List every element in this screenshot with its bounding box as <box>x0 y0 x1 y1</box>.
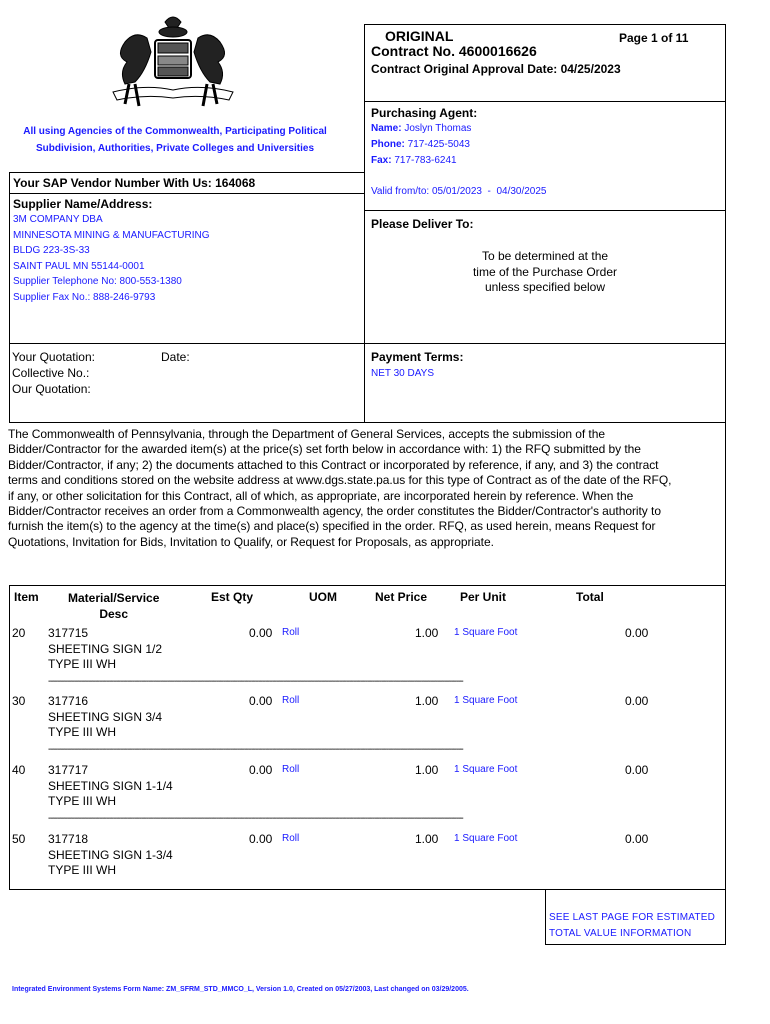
row-desc <box>48 626 162 673</box>
agent-phone-label: Phone: <box>371 139 405 150</box>
quotation-date: Date: <box>161 350 190 364</box>
deliver-line: time of the Purchase Order <box>472 264 618 279</box>
row-separator: ---------------------------------------------------------------------------------------------------------------------------------------------------------------------------------- <box>48 676 463 687</box>
your-quotation: Your Quotation: <box>12 350 95 364</box>
sap-vendor-number: Your SAP Vendor Number With Us: 164068 <box>13 176 256 190</box>
row-item: 50 <box>12 832 26 846</box>
form-footer: Integrated Environment Systems Form Name: ZM_SFRM_STD_MMCO_L, Version 1.0, Created on 05/27/2003, Last changed on 03/29/2005. <box>12 986 469 993</box>
row-code: 317718 <box>48 832 89 846</box>
row-item: 20 <box>12 626 26 640</box>
collective-no: Collective No.: <box>12 366 90 380</box>
approval-date: Contract Original Approval Date: 04/25/2023 <box>371 62 621 76</box>
table-row <box>9 624 726 684</box>
agent-fax <box>371 155 457 166</box>
table-row <box>9 761 726 821</box>
table-row <box>9 830 726 890</box>
deliver-text <box>364 249 726 296</box>
row-total: 0.00 <box>625 832 649 846</box>
row-desc-line: TYPE III WH <box>48 863 117 877</box>
col-per-unit: Per Unit <box>460 590 507 604</box>
agent-name-label: Name: <box>371 123 402 134</box>
col-desc-line-2: Desc <box>99 607 129 621</box>
estimate-note-line: TOTAL VALUE INFORMATION <box>549 928 692 939</box>
terms-line: terms and conditions stored on the website address at www.dgs.state.pa.us for this type of Contract as of the date of the RFQ, <box>8 473 672 488</box>
row-net: 1.00 <box>415 626 439 640</box>
terms-line: The Commonwealth of Pennsylvania, through the Department of General Services, accepts the submission of the <box>8 427 605 441</box>
row-desc-line: TYPE III WH <box>48 794 117 808</box>
our-quotation: Our Quotation: <box>12 382 91 396</box>
row-qty: 0.00 <box>249 694 273 708</box>
row-desc-line: TYPE III WH <box>48 725 117 739</box>
row-code: 317715 <box>48 626 89 640</box>
row-desc <box>48 832 173 879</box>
row-net: 1.00 <box>415 763 439 777</box>
row-desc-line: SHEETING SIGN 1-3/4 <box>48 847 173 862</box>
row-desc-line: TYPE III WH <box>48 657 117 671</box>
supplier-line: BLDG 223-3S-33 <box>13 245 90 256</box>
row-uom: Roll <box>282 627 300 638</box>
row-per-unit: 1 Square Foot <box>454 833 518 844</box>
supplier-title: Supplier Name/Address: <box>13 197 153 211</box>
page-number: Page 1 of 11 <box>619 31 689 45</box>
supplier-line: 3M COMPANY DBA <box>13 214 103 225</box>
row-code: 317716 <box>48 694 89 708</box>
valid-dates: Valid from/to: 05/01/2023 - 04/30/2025 <box>371 186 547 197</box>
agencies-text <box>12 123 338 157</box>
terms-line: Bidder/Contractor, if any; 2) the documents attached to this Contract or incorporated by reference, if any, and 3) the contract <box>8 457 659 472</box>
agent-name <box>371 123 471 134</box>
vendor-divider <box>9 193 365 194</box>
supplier-line: SAINT PAUL MN 55144-0001 <box>13 260 145 272</box>
row-item: 30 <box>12 694 26 708</box>
col-net-price: Net Price <box>375 590 428 604</box>
row-qty: 0.00 <box>249 626 273 640</box>
col-item: Item <box>14 590 39 604</box>
agencies-line-1: All using Agencies of the Commonwealth, Participating Political <box>23 126 327 137</box>
col-desc <box>68 590 159 622</box>
row-per-unit: 1 Square Foot <box>454 627 518 638</box>
col-qty: Est Qty <box>211 590 254 604</box>
terms-line: Bidder/Contractor for the awarded item(s) at the price(s) set forth below in accordance with: 1) the RFQ submitted by the <box>8 442 641 457</box>
col-total: Total <box>576 590 604 604</box>
row-item: 40 <box>12 763 26 777</box>
table-header <box>9 588 726 622</box>
estimate-note <box>549 910 715 942</box>
row-net: 1.00 <box>415 832 439 846</box>
terms-line: furnish the item(s) to the agency at the time(s) and place(s) specified in the order. RFQ, as used herein, means Request for <box>8 519 656 534</box>
terms-line: if any, or other solicitation for this Contract, all of which, as appropriate, are incorporated herein by reference. When the <box>8 488 634 503</box>
agent-phone <box>371 139 470 150</box>
row-uom: Roll <box>282 695 300 706</box>
commonwealth-seal <box>105 12 240 112</box>
agent-fax-label: Fax: <box>371 155 392 166</box>
row-qty: 0.00 <box>249 832 273 846</box>
terms-text <box>8 427 726 550</box>
deliver-line: To be determined at the <box>481 249 609 263</box>
payment-terms-title: Payment Terms: <box>371 350 464 364</box>
row-net: 1.00 <box>415 694 439 708</box>
original-label: ORIGINAL <box>385 28 454 44</box>
estimate-note-line: SEE LAST PAGE FOR ESTIMATED <box>549 912 715 923</box>
agent-phone-value: 717-425-5043 <box>407 139 470 150</box>
row-separator: ---------------------------------------------------------------------------------------------------------------------------------------------------------------------------------- <box>48 813 463 824</box>
row-total: 0.00 <box>625 694 649 708</box>
row-desc-line: SHEETING SIGN 1/2 <box>48 641 163 656</box>
row-code: 317717 <box>48 763 89 777</box>
row-per-unit: 1 Square Foot <box>454 764 518 775</box>
row-per-unit: 1 Square Foot <box>454 695 518 706</box>
payment-terms-value: NET 30 DAYS <box>371 368 434 379</box>
terms-line: Quotations, Invitation for Bids, Invitation to Qualify, or Request for Proposals, as appropriate. <box>8 534 494 549</box>
row-desc <box>48 763 173 810</box>
row-uom: Roll <box>282 833 300 844</box>
row-qty: 0.00 <box>249 763 273 777</box>
deliver-title: Please Deliver To: <box>371 217 474 231</box>
supplier-line: Supplier Telephone No: 800-553-1380 <box>13 276 182 287</box>
col-uom: UOM <box>309 590 337 604</box>
row-separator: ---------------------------------------------------------------------------------------------------------------------------------------------------------------------------------- <box>48 744 463 755</box>
deliver-line: unless specified below <box>484 280 606 294</box>
row-uom: Roll <box>282 764 300 775</box>
row-total: 0.00 <box>625 626 649 640</box>
agencies-line-2: Subdivision, Authorities, Private Colleges and Universities <box>35 143 315 154</box>
row-desc-line: SHEETING SIGN 3/4 <box>48 709 163 724</box>
row-desc-line: SHEETING SIGN 1-1/4 <box>48 778 173 793</box>
agent-name-value: Joslyn Thomas <box>404 123 472 134</box>
row-desc <box>48 694 162 741</box>
supplier-line: MINNESOTA MINING & MANUFACTURING <box>13 229 210 241</box>
terms-line: Bidder/Contractor receives an order from a Commonwealth agency, the order constitutes the Bidder/Contractor's authority to <box>8 504 661 519</box>
supplier-address <box>13 212 210 305</box>
row-total: 0.00 <box>625 763 649 777</box>
col-desc-line-1: Material/Service <box>68 591 160 605</box>
supplier-line: Supplier Fax No.: 888-246-9793 <box>13 291 156 303</box>
table-row <box>9 692 726 752</box>
contract-number: Contract No. 4600016626 <box>371 43 537 59</box>
agent-fax-value: 717-783-6241 <box>394 155 457 166</box>
purchasing-agent-title: Purchasing Agent: <box>371 106 478 120</box>
